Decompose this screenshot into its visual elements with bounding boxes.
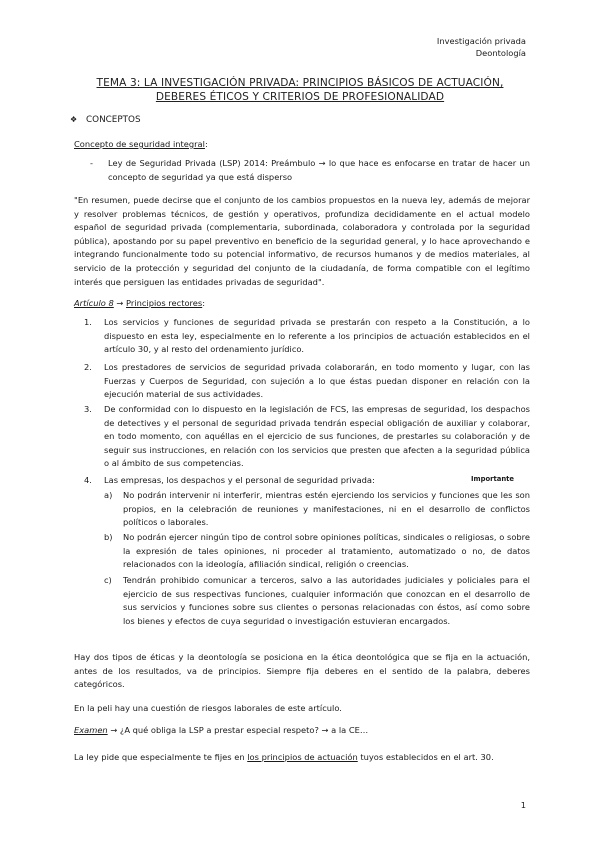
principles-paragraph	[74, 751, 530, 765]
principles-text-before: La ley pide que especialmente te fijes en	[74, 752, 248, 762]
header-subject: Investigación privada	[436, 36, 526, 46]
principles-text-after: tuyos establecidos en el art. 30.	[357, 752, 494, 762]
article-title: Principios rectores	[126, 298, 203, 308]
article-label: Artículo 8	[74, 298, 114, 308]
list-item: Las empresas, los despachos y el personal de seguridad privada:	[104, 475, 375, 485]
sub-item: Tendrán prohibido comunicar a terceros, salvo a las autoridades judiciales y policiales para el ejercicio de sus respectivas funciones, cualquier información que conozcan en el desarrollo de sus servicios y funciones sobre sus clientes o personas relacionadas con éstos, así como sobre los bienes y efectos de cuya seguridad o investigación estuvieran encargados.	[123, 575, 530, 626]
sub-item: No podrán intervenir ni interferir, mientras estén ejerciendo los servicios y funciones que les son propios, en la celebración de reuniones y manifestaciones, ni en el desarrollo de conflictos políticos o laborales.	[123, 490, 530, 528]
list-item-number: 3.	[84, 404, 92, 414]
list-item: De conformidad con lo dispuesto en la legislación de FCS, las empresas de seguridad, los despachos de detectives y el personal de seguridad privada tendrán especial obligación de auxiliar y colaborar, en todo momento, con aquéllas en el ejercicio de sus funciones, de prestarles su colaboración y de seguir sus instrucciones, en relación con los servicios que presten que afecten a la seguridad pública o al ámbito de sus competencias.	[104, 404, 530, 469]
concept-heading-text: Concepto de seguridad integral	[74, 139, 205, 149]
section-label: CONCEPTOS	[86, 115, 141, 125]
running-header	[437, 35, 526, 59]
exam-text: → ¿A qué obliga la LSP a prestar especial respeto? → a la CE…	[107, 725, 369, 735]
section-heading	[70, 115, 141, 125]
list-item: Los servicios y funciones de seguridad privada se prestarán con respeto a la Constitución, a lo dispuesto en esta ley, especialmente en lo referente a los principios de actuación establecidos en el artículo 30, y al resto del ordenamiento jurídico.	[104, 317, 530, 355]
list-item-number: 2.	[84, 362, 92, 372]
dash-item-text: Ley de Seguridad Privada (LSP) 2014: Preámbulo → lo que hace es enfocarse en tratar de hacer un concepto de seguridad ya que está disperso	[108, 158, 530, 182]
principles-link: los principios de actuación	[247, 752, 358, 762]
page-title	[66, 76, 534, 104]
diamond-bullet-icon: ❖	[70, 115, 78, 124]
exam-note	[74, 724, 530, 738]
quote-paragraph: "En resumen, puede decirse que el conjunto de los cambios propuestos en la nueva ley, además de mejorar y resolver problemas técnicos, de gestión y operativos, profundiza decididamente en el actual modelo español de seguridad privada (complementaria, subordinada, colaboradora y controlada por la seguridad pública), apostando por su papel preventivo en beneficio de la seguridad general, y lo hace aprovechando e integrando funcionalmente todo su potencial informativo, de recursos humanos y de medios materiales, al servicio de la protección y seguridad del conjunto de la ciudadanía, de forma compatible con el legítimo interés que persiguen las entidades privadas de seguridad".	[74, 195, 530, 287]
page-number: 1	[520, 800, 526, 810]
sub-item: No podrán ejercer ningún tipo de control sobre opiniones políticas, sindicales o religiosas, o sobre la expresión de tales opiniones, ni proceder al tratamiento, automatizado o no, de datos relacionados con la ideología, afiliación sindical, religión o creencias.	[123, 532, 530, 570]
list-item: Los prestadores de servicios de seguridad privada colaborarán, en todo momento y lugar, con las Fuerzas y Cuerpos de Seguridad, con sujeción a lo que éstas puedan disponer en relación con la ejecución material de sus actividades.	[104, 362, 530, 400]
title-line-2: DEBERES ÉTICOS Y CRITERIOS DE PROFESIONALIDAD	[155, 91, 445, 103]
concept-heading-colon: :	[204, 139, 208, 149]
article-colon: :	[202, 298, 205, 308]
film-note: En la peli hay una cuestión de riesgos laborales de este artículo.	[74, 703, 342, 713]
dash-bullet: -	[90, 158, 93, 168]
list-item-number: 1.	[84, 317, 92, 327]
ethics-paragraph: Hay dos tipos de éticas y la deontología se posiciona en la ética deontológica que se fija en la actuación, antes de los resultados, va de principios. Siempre fija deberes en el sentido de la palabra, deberes categóricos.	[74, 652, 530, 690]
article-arrow: →	[113, 298, 126, 308]
exam-label: Examen	[74, 725, 108, 735]
list-item-number: 4.	[84, 475, 92, 485]
sub-item-letter: a)	[104, 490, 113, 500]
sub-item-letter: b)	[104, 532, 113, 542]
article-heading	[74, 297, 530, 311]
header-topic: Deontología	[475, 48, 526, 58]
title-line-1: TEMA 3: LA INVESTIGACIÓN PRIVADA: PRINCIPIOS BÁSICOS DE ACTUACIÓN,	[96, 77, 504, 89]
concept-heading	[74, 138, 530, 152]
important-note: Importante	[471, 475, 515, 483]
sub-item-letter: c)	[104, 575, 112, 585]
